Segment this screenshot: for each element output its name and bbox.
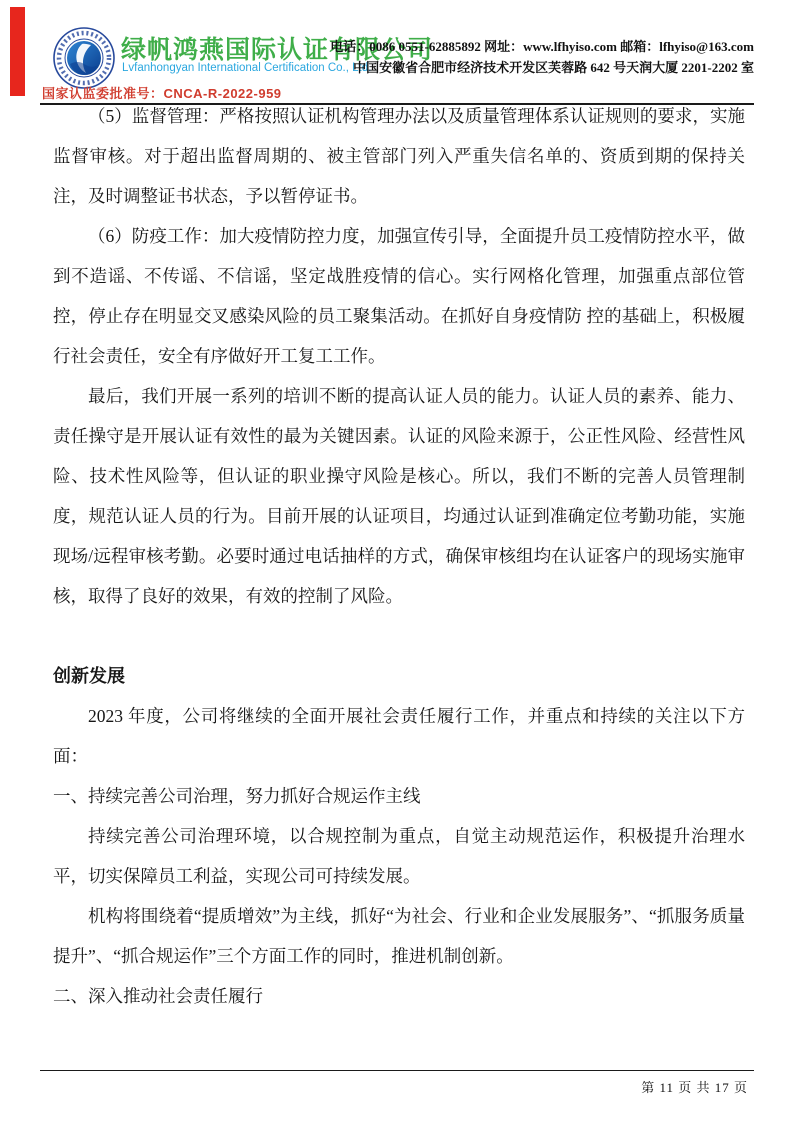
paragraph-supervision: （5）监督管理：严格按照认证机构管理办法以及质量管理体系认证规则的要求，实施监督审核。对于超出监督周期的、被主管部门列入严重失信名单的、资质到期的保持关注，及时调整证书状态，予以暂停证书。 — [53, 106, 745, 206]
list-item-one: 一、持续完善公司治理，努力抓好合规运作主线 — [53, 786, 421, 806]
list-item-two: 二、深入推动社会责任履行 — [53, 986, 263, 1006]
document-body — [53, 96, 745, 1016]
footer-divider — [40, 1070, 754, 1071]
contact-block — [330, 36, 754, 78]
paragraph-governance: 持续完善公司治理环境，以合规控制为重点，自觉主动规范运作，积极提升治理水平，切实保障员工利益，实现公司可持续发展。 — [53, 826, 745, 886]
company-logo-icon — [52, 26, 116, 90]
company-name-cn: 绿帆鸿燕国际认证有限公司 — [121, 36, 434, 64]
section-heading-innovation: 创新发展 — [53, 666, 125, 686]
contact-line-phone-web-email: 电话：0086 0551-62885892 网址：www.lfhyiso.com 邮箱：lfhyiso@163.com — [330, 39, 754, 54]
red-margin-bar — [10, 7, 25, 96]
paragraph-training: 最后，我们开展一系列的培训不断的提高认证人员的能力。认证人员的素养、能力、责任操守是开展认证有效性的最为关键因素。认证的风险来源于，公正性风险、经营性风险、技术性风险等，但认证的职业操守风险是核心。所以，我们不断的完善人员管理制度，规范认证人员的行为。目前开展的认证项目，均通过认证到准确定位考勤功能，实施现场/远程审核考勤。必要时通过电话抽样的方式，确保审核组均在认证客户的现场实施审核，取得了良好的效果，有效的控制了风险。 — [53, 386, 745, 606]
paragraph-quality: 机构将围绕着“提质增效”为主线，抓好“为社会、行业和企业发展服务”、“抓服务质量提升”、“抓合规运作”三个方面工作的同时，推进机制创新。 — [53, 906, 745, 966]
company-name-en: Lvfanhongyan International Certification Co., Ltd. — [122, 62, 372, 74]
paragraph-2023-plan: 2023 年度，公司将继续的全面开展社会责任履行工作，并重点和持续的关注以下方面： — [53, 706, 745, 766]
approval-number: 国家认监委批准号：CNCA-R-2022-959 — [42, 86, 282, 101]
paragraph-epidemic: （6）防疫工作：加大疫情防控力度，加强宣传引导，全面提升员工疫情防控水平，做到不造谣、不传谣、不信谣，坚定战胜疫情的信心。实行网格化管理，加强重点部位管控，停止存在明显交叉感染风险的员工聚集活动。在抓好自身疫情防 控的基础上，积极履行社会责任，安全有序做好开工复工工作。 — [53, 226, 745, 366]
page-number: 第 11 页 共 17 页 — [641, 1080, 748, 1095]
contact-line-address: 中国安徽省合肥市经济技术开发区芙蓉路 642 号天润大厦 2201-2202 室 — [353, 60, 754, 75]
